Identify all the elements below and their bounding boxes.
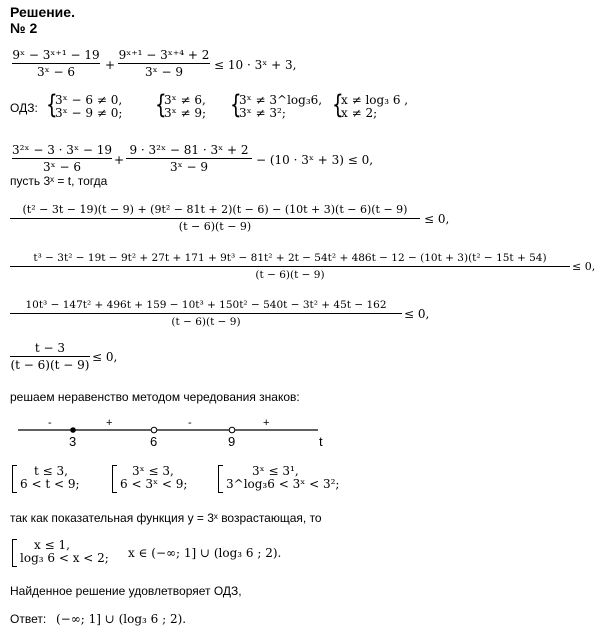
eq5-rhs: ≤ 0, xyxy=(404,307,430,321)
odz-s4-row2: x ≠ 2; xyxy=(341,106,378,120)
sign-4: + xyxy=(263,417,270,429)
monotonic-text: так как показательная функция y = 3ˣ возрастающая, то xyxy=(10,511,322,525)
point-label-3: 3 xyxy=(69,434,77,449)
result-b1-row1: t ≤ 3, xyxy=(34,464,68,478)
eq1-f1-denominator: 3ˣ − 6 xyxy=(36,65,76,79)
eq2-rhs: − (10 · 3ˣ + 3) ≤ 0, xyxy=(256,153,374,167)
eq6-fraction xyxy=(10,341,90,372)
odz-s2-row2: 3ˣ ≠ 9; xyxy=(164,106,207,120)
eq4-fraction xyxy=(10,251,570,282)
answer-value: (−∞; 1] ∪ (log₃ 6 ; 2). xyxy=(56,612,187,626)
eq2-f2-denominator: 3ˣ − 9 xyxy=(169,160,209,174)
substitution-text: пусть 3ˣ = t, тогда xyxy=(10,174,108,188)
eq6-numerator: t − 3 xyxy=(34,341,66,355)
eq6-denominator: (t − 6)(t − 9) xyxy=(10,358,90,372)
answer-label: Ответ: xyxy=(10,612,47,626)
point-9-open xyxy=(229,427,235,433)
eq5-denominator: (t − 6)(t − 9) xyxy=(171,316,241,328)
result-b1-row2: 6 < t < 9; xyxy=(20,477,80,491)
odz-check-text: Найденное решение удовлетворяет ОДЗ, xyxy=(10,584,242,598)
odz-s3-row2: 3ˣ ≠ 3²; xyxy=(239,106,286,120)
eq2-f2-numerator: 9 · 3²ˣ − 81 · 3ˣ + 2 xyxy=(129,143,249,157)
eq3-denominator: (t − 6)(t − 9) xyxy=(178,220,252,233)
eq3-rhs: ≤ 0, xyxy=(424,212,450,226)
eq2-plus: + xyxy=(114,153,125,167)
eq2-fraction-1 xyxy=(12,143,112,174)
eq2-fraction-2 xyxy=(126,143,252,174)
eq2-f1-numerator: 3²ˣ − 3 · 3ˣ − 19 xyxy=(12,143,112,157)
solution-heading: Решение. xyxy=(10,4,75,20)
sign-3: - xyxy=(188,417,192,429)
odz-s3-row1: 3ˣ ≠ 3^log₃6, xyxy=(239,93,323,107)
eq4-rhs: ≤ 0, xyxy=(572,260,596,273)
odz-s4-row1: x ≠ log₃ 6 , xyxy=(341,93,409,107)
problem-number: № 2 xyxy=(10,20,38,36)
point-3-filled xyxy=(70,427,76,433)
odz-s1-row1: 3ˣ − 6 ≠ 0, xyxy=(55,93,123,107)
eq6-rhs: ≤ 0, xyxy=(92,350,118,364)
sign-1: - xyxy=(48,417,52,429)
eq3-fraction xyxy=(10,203,420,234)
point-label-6: 6 xyxy=(150,434,158,449)
final-b4-row1: x ≤ 1, xyxy=(34,538,70,552)
odz-s2-row1: 3ˣ ≠ 6, xyxy=(164,93,206,107)
eq1-f1-numerator: 9ˣ − 3ˣ⁺¹ − 19 xyxy=(12,48,100,62)
eq4-denominator: (t − 6)(t − 9) xyxy=(255,269,325,281)
result-b3-row1: 3ˣ ≤ 3¹, xyxy=(252,464,299,478)
result-b2-row2: 6 < 3ˣ < 9; xyxy=(120,477,188,491)
eq1-f2-numerator: 9ˣ⁺¹ − 3ˣ⁺⁴ + 2 xyxy=(118,48,210,62)
eq5-numerator: 10t³ − 147t² + 496t + 159 − 10t³ + 150t² − 540t − 3t² + 45t − 162 xyxy=(25,299,387,311)
result-b2-row1: 3ˣ ≤ 3, xyxy=(132,464,174,478)
eq4-numerator: t³ − 3t² − 19t − 9t² + 27t + 171 + 9t³ − 81t² + 2t − 54t² + 486t − 12 − (10t + 3)(t² − 15t + 54) xyxy=(33,252,547,264)
final-b4-row2: log₃ 6 < x < 2; xyxy=(20,551,109,565)
point-label-9: 9 xyxy=(228,434,236,449)
eq1-fraction-2 xyxy=(118,48,210,79)
eq1-f2-denominator: 3ˣ − 9 xyxy=(144,65,184,79)
eq5-fraction xyxy=(10,298,402,329)
result-b3-row2: 3^log₃6 < 3ˣ < 3²; xyxy=(226,477,340,491)
eq1-plus: + xyxy=(105,58,116,72)
answer-set: x ∈ (−∞; 1] ∪ (log₃ 6 ; 2). xyxy=(128,546,282,560)
sign-2: + xyxy=(106,417,113,429)
odz-s1-row2: 3ˣ − 9 ≠ 0; xyxy=(55,106,123,120)
point-6-open xyxy=(151,427,157,433)
eq2-f1-denominator: 3ˣ − 6 xyxy=(42,160,82,174)
eq3-numerator: (t² − 3t − 19)(t − 9) + (9t² − 81t + 2)(t − 6) − (10t + 3)(t − 6)(t − 9) xyxy=(22,203,408,216)
odz-label: ОДЗ: xyxy=(10,101,38,115)
axis-label-t: t xyxy=(319,434,323,449)
method-text: решаем неравенство методом чередования знаков: xyxy=(10,390,300,404)
eq1-fraction-1 xyxy=(12,48,100,79)
sign-chart xyxy=(0,412,340,452)
eq1-rhs: ≤ 10 · 3ˣ + 3, xyxy=(214,58,297,72)
